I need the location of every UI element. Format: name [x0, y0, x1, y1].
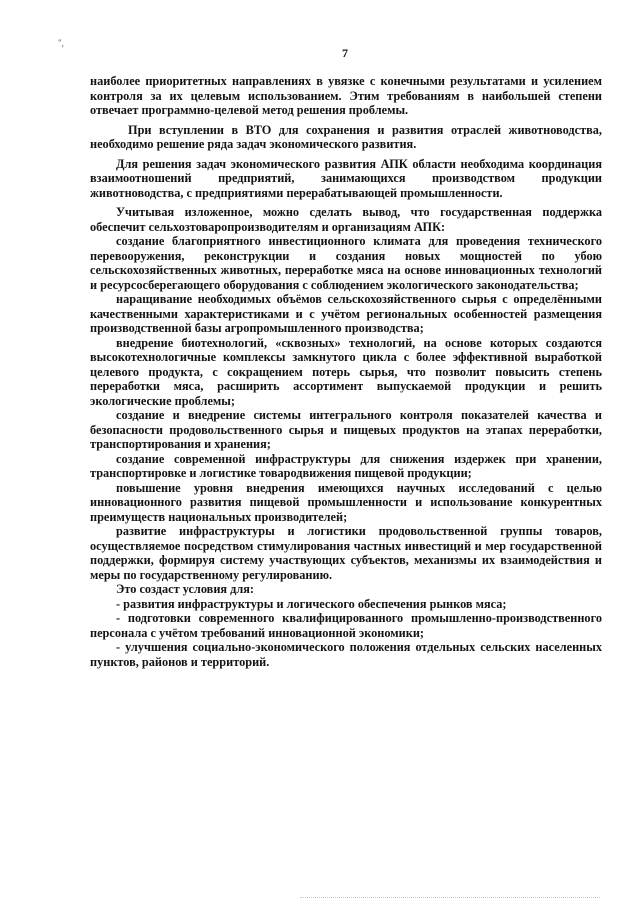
document-body — [90, 74, 602, 669]
paragraph-4: Учитывая изложенное, можно сделать вывод, что государственная поддержка обеспечит сельхозтоваропроизводителям и организациям АПК: — [90, 205, 602, 234]
list-item-infrastructure: создание современной инфраструктуры для снижения издержек при хранении, транспортировке и логистике товародвижения пищевой продукции; — [90, 451, 602, 480]
list-item-biotech: внедрение биотехнологий, «сквозных» технологий, на основе которых создаются высокотехнологичные комплексы замкнутого цикла с более эффективной выработкой целевого продукта, с сокращением потерь сырья, что позволит повысить степень переработки мяса, расширить ассортимент выпускаемой продукции и решить экологические проблемы; — [90, 335, 602, 408]
conditions-intro: Это создаст условия для: — [116, 582, 254, 596]
dash-item-personnel: - подготовки современного квалифицированного промышленно-производственного персонала с учётом требований инновационной экономики; — [90, 611, 602, 640]
list-item-quality-control: создание и внедрение системы интегрального контроля показателей качества и безопасности продовольственного сырья и пищевых продуктов на этапах переработки, транспортирования и хранения; — [90, 408, 602, 451]
dash-item-infrastructure: - развития инфраструктуры и логического обеспечения рынков мяса; — [116, 596, 507, 611]
list-item-investment: создание благоприятного инвестиционного климата для проведения технического перевооружения, реконструкции и создания новых мощностей по убою сельскохозяйственных животных, переработке мяса на основе инновационных технологий и ресурсосберегающего оборудования с соблюдением экологического законодательства; — [90, 234, 602, 292]
dash-item-social: - улучшения социально-экономического положения отдельных сельских населенных пунктов, районов и территорий. — [90, 640, 602, 669]
scan-artifact-mark: ", — [58, 38, 64, 48]
list-item-logistics: развитие инфраструктуры и логистики продовольственной группы товаров, осуществляемое посредством стимулирования частных инвестиций и мер государственной поддержки, формируя систему участвующих субъектов, механизмы их взаимодействия и меры по государственному регулированию. — [90, 524, 602, 582]
page-number: 7 — [342, 46, 348, 60]
scan-bottom-noise — [300, 897, 600, 900]
list-item-research: повышение уровня внедрения имеющихся научных исследований с целью инновационного развития пищевой промышленности и использование конкурентных преимуществ национальных производителей; — [90, 480, 602, 524]
list-item-raw-materials: наращивание необходимых объёмов сельскохозяйственного сырья с определёнными качественными характеристиками и с учётом региональных особенностей размещения производственной базы агропромышленного производства; — [90, 292, 602, 335]
paragraph-1: наиболее приоритетных направлениях в увязке с конечными результатами и усилением контроля за их целевым использованием. Этим требованиям в наибольшей степени отвечает программно-целевой метод решения проблемы. — [90, 74, 602, 117]
paragraph-2: При вступлении в ВТО для сохранения и развития отраслей животноводства, необходимо решение ряда задач экономического развития. — [90, 122, 602, 151]
paragraph-3: Для решения задач экономического развития АПК области необходима координация взаимоотношений предприятий, занимающихся производством продукции животноводства, с предприятиями перерабатывающей промышленности. — [90, 156, 602, 200]
